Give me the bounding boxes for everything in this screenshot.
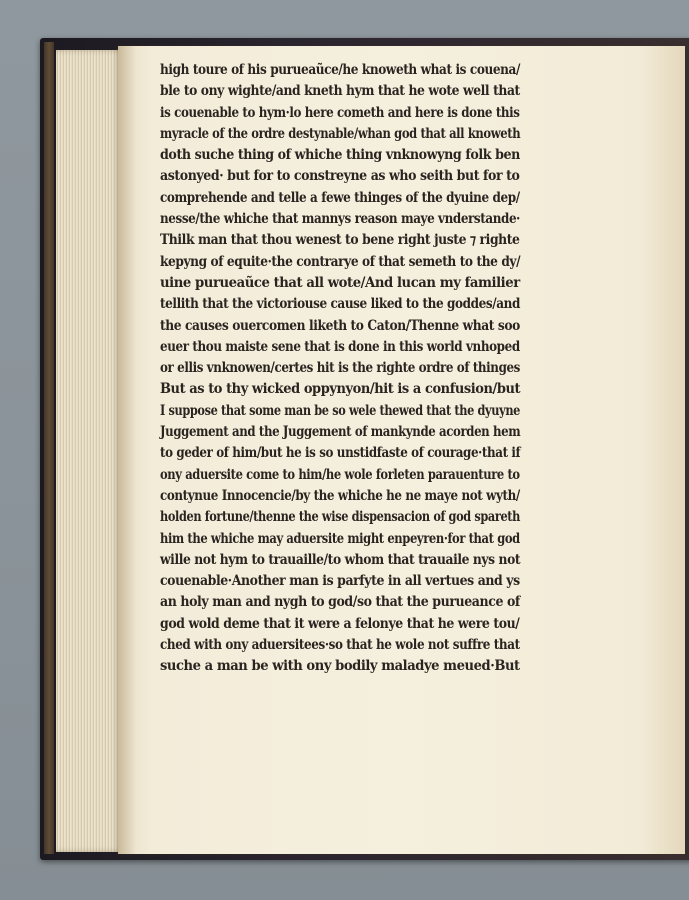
text-line: wille not hym to trauaille/to whom that trauaile nys not	[160, 551, 521, 568]
gutter-shadow	[118, 46, 136, 854]
text-line: Juggement and the Juggement of mankynde acorden hem	[160, 424, 521, 441]
text-line: I suppose that some man be so wele thewed that the dyuyne	[160, 402, 521, 419]
text-line: astonyed· but for to constreyne as who seith but for to	[160, 168, 520, 185]
text-line: to geder of him/but he is so unstidfaste of courage·that if	[160, 445, 521, 462]
text-line: ble to ony wighte/and kneth hym that he wote well that	[160, 83, 520, 100]
text-line: suche a man be with ony bodily maladye meued·But	[160, 658, 520, 675]
text-line: Thilk man that thou wenest to bene right juste ⁊ righte	[160, 232, 520, 249]
cover-edge	[44, 42, 54, 854]
text-line: myracle of the ordre destynable/whan god that all knoweth	[160, 125, 521, 142]
text-line: contynue Innocencie/by the whiche he ne maye not wyth/	[160, 487, 520, 504]
text-line: doth suche thing of whiche thing vnknowyng folk ben	[160, 147, 520, 164]
text-line: is couenable to hym·lo here cometh and here is done this	[160, 104, 520, 121]
text-line: couenable·Another man is parfyte in all vertues and ys	[160, 573, 520, 590]
text-line: But as to thy wicked oppynyon/hit is a confusion/but	[160, 381, 521, 398]
text-line: ched with ony aduersitees·so that he wole not suffre that	[160, 637, 520, 654]
text-line: or ellis vnknowen/certes hit is the righte ordre of thinges	[160, 360, 520, 377]
text-line: uine purueaũce that all wote/And lucan my familier	[160, 274, 520, 291]
text-line: holden fortune/thenne the wise dispensacion of god spareth	[160, 509, 521, 526]
text-line: him the whiche may aduersite might enpeyren·for that god	[160, 530, 520, 547]
text-line: god wold deme that it were a felonye that he were tou/	[160, 615, 520, 632]
text-line: nesse/the whiche that mannys reason maye vnderstande·	[160, 211, 520, 228]
text-line: euer thou maiste sene that is done in this world vnhoped	[160, 338, 520, 355]
text-line: high toure of his purueaũce/he knoweth what is couena/	[160, 62, 521, 78]
text-line: comprehende and telle a fewe thinges of the dyuine dep/	[160, 189, 520, 206]
text-line: ony aduersite come to him/he wole forleten parauenture to	[160, 466, 520, 483]
body-text	[160, 60, 520, 678]
text-line: an holy man and nygh to god/so that the purueance of	[160, 594, 520, 611]
text-line: the causes ouercomen liketh to Caton/Thenne what soo	[160, 317, 520, 334]
text-line: kepyng of equite·the contrarye of that semeth to the dy/	[160, 253, 521, 270]
text-line: tellith that the victoriouse cause liked to the goddes/and	[160, 296, 521, 313]
